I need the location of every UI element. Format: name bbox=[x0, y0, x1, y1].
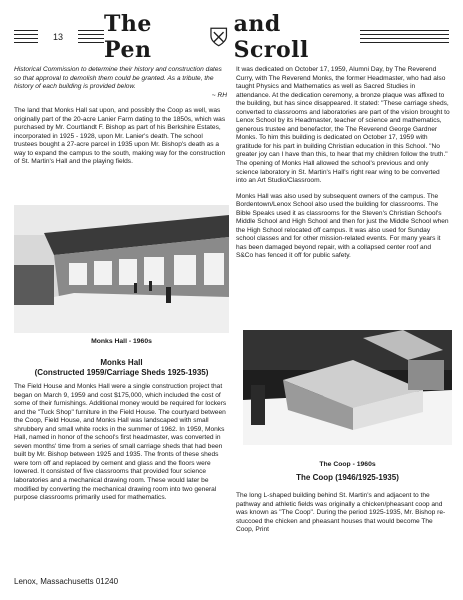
coop-photo-image bbox=[243, 330, 452, 445]
section-title-monks-hall bbox=[14, 358, 229, 378]
masthead bbox=[104, 11, 360, 63]
section-title-line1: Monks Hall bbox=[100, 358, 143, 367]
page-number: 13 bbox=[38, 30, 78, 44]
paragraph: The Field House and Monks Hall were a single construction project that began on March 9, 1959 and cost $175,000, which included the cost of some of their furnishings. Additional money would be required for lockers and the "Tuck Shop" furniture in the Field House. The courtyard between the Coop, Field House, and Monks Hall was landscaped with small shrubbery and small white rocks in the summer of 1962. In 1959, Monks Hall, named in honor of the school's first headmaster, was converted in seven months' time from a series of small carriage sheds that had been built by Mr. Bishop between 1925 and 1935. The fronts of these sheds were torn off and replaced by cement and glass and the floors were lowered. It consisted of five classrooms that provided four science laboratories and a mechanical drawing room. These would later be modified by converting the mechanical drawing room into two general purpose classrooms primarily used for mathematics. bbox=[14, 383, 227, 502]
masthead-title-right: and Scroll bbox=[233, 11, 309, 63]
masthead-title-left: The Pen bbox=[104, 11, 152, 63]
photo-caption-monks-hall: Monks Hall - 1960s bbox=[91, 338, 152, 345]
photo-caption-coop: The Coop - 1960s bbox=[319, 461, 376, 468]
paragraph: The long L-shaped building behind St. Martin's and adjacent to the pathway and athletic fields was originally a chicken/pheasant coop and was known as "The Coop". During the period 1925-1935, Mr. Bishop re-stuccoed the chicken and pheasant houses that would become The Coop, Print bbox=[236, 492, 446, 534]
section-title-line2: (Constructed 1959/Carriage Sheds 1925-1935) bbox=[34, 368, 209, 377]
right-column-bottom bbox=[236, 492, 450, 542]
paragraph: Monks Hall was also used by subsequent owners of the campus. The Bordentown/Lenox School also used the building for classrooms. The Bible Speaks used it as classrooms for the Steven's Christian School's Middle School and High School and then for just the Middle School when the High School relocated off campus. It was also used for Sunday school classes and for other mission-related events. For many years it has been damaged beyond repair, with a collapsed center roof and S&Co has fenced it off for public safety. bbox=[236, 192, 449, 260]
right-column-top bbox=[236, 66, 450, 268]
shield-crest-icon bbox=[210, 27, 227, 47]
intro-signature: ~ RH bbox=[211, 91, 227, 99]
intro-text: Historical Commission to determine their history and construction dates so that approval to demolish them could be granted. As a tribute, the history of each building is provided below. bbox=[14, 66, 222, 91]
paragraph: It was dedicated on October 17, 1959, Alumni Day, by The Reverend Curry, with The Reverend Monks, the former Headmaster, who had also taught Physics and Mathematics as well as Sacred Studies in attendance. At the dedication ceremony, a bronze plaque was affixed to the building, but has since disappeared. It stated: "These carriage sheds, converted to classrooms and laboratories are part of the vision brought to Lenox School by its Headmaster, teacher of science and mathematics, generous trustee and benefactor, the The Reverend George Gardner Monks. To him this building is dedicated on October 17, 1959 with gratitude for his part in building Christian education in this School. "No greater joy can I have than this, to hear that my children follow the truth." The opening of Monks Hall allowed the school's previous and only science laboratory in St. Martin's Hall's right rear wing to be converted into an Art Studio/Classroom. bbox=[236, 66, 450, 185]
left-column-bottom bbox=[14, 383, 227, 510]
footer-address: Lenox, Massachusetts 01240 bbox=[14, 577, 119, 586]
monks-hall-photo-image bbox=[14, 205, 229, 333]
left-column-top bbox=[14, 66, 227, 174]
paragraph: The land that Monks Hall sat upon, and possibly the Coop as well, was originally part of the 20-acre Lanier Farm dating to the 1850s, which was purchased by Mr. Courtlandt F. Bishop as part of his Berkshire Estates, incorporated in 1925 - 1928, upon Mr. Lanier's death. The school trustees bought a 27-acre parcel in 1935 upon Mr. Bishop's death as a way to expand the campus to the south, making way for the construction of St. Martin's Hall and the playing fields. bbox=[14, 107, 226, 166]
coop-photo bbox=[243, 330, 452, 445]
monks-hall-photo bbox=[14, 205, 229, 333]
section-title-coop: The Coop (1946/1925-1935) bbox=[296, 473, 399, 482]
